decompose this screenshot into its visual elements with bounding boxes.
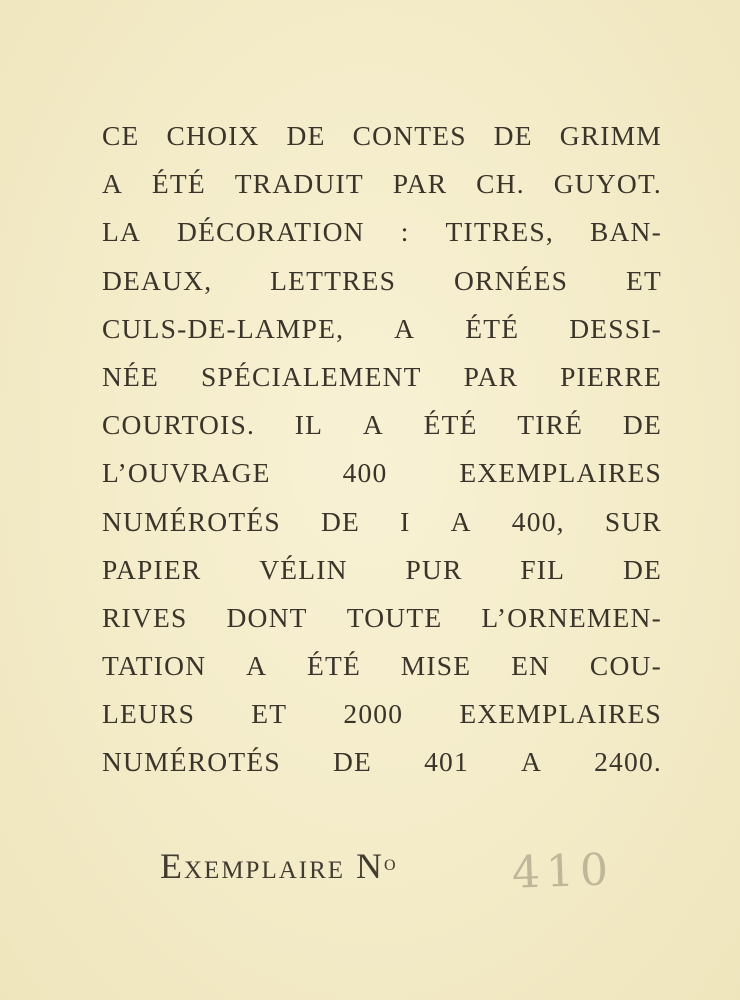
word: ÉTÉ	[465, 312, 520, 344]
word: 400,	[511, 505, 565, 537]
word: TIRÉ	[517, 409, 584, 441]
copy-number-label-text: Exemplaire N	[160, 846, 385, 886]
word: NUMÉROTÉS	[102, 746, 281, 778]
word: PUR	[405, 553, 463, 585]
colophon-line-8	[102, 449, 662, 497]
word: VÉLIN	[259, 553, 348, 585]
word: NÉE	[102, 360, 160, 392]
word: CONTES	[352, 120, 467, 151]
word: ÉTÉ	[306, 650, 361, 682]
word: SUR	[604, 505, 662, 537]
colophon-line-3	[102, 208, 662, 256]
word: RIVES	[102, 601, 188, 633]
word: DE	[622, 553, 662, 585]
word: MISE	[400, 650, 472, 682]
word: :	[400, 216, 410, 248]
colophon-line-9	[102, 498, 662, 546]
word: DE	[622, 409, 662, 441]
word: TATION	[102, 650, 207, 682]
colophon-line-2	[102, 160, 662, 208]
colophon-line-13	[102, 690, 662, 738]
word: NUMÉROTÉS	[102, 505, 281, 537]
word: EN	[511, 650, 551, 682]
word: A	[102, 168, 124, 200]
word: LETTRES	[270, 264, 397, 296]
colophon-text	[102, 112, 662, 787]
colophon-line-4	[102, 257, 662, 305]
handwritten-copy-number: 410	[511, 844, 615, 899]
word: COU-	[589, 650, 662, 682]
colophon-line-11	[102, 594, 662, 642]
word: ORNÉES	[454, 264, 569, 296]
word: 400	[342, 457, 388, 489]
word: SPÉCIALEMENT	[200, 360, 422, 392]
word: CHOIX	[166, 120, 260, 151]
word: DEAUX,	[102, 264, 213, 296]
word: A	[450, 505, 472, 537]
word: BAN-	[589, 216, 662, 248]
word: I	[400, 505, 411, 537]
colophon-line-1	[102, 112, 662, 160]
word: CH.	[476, 168, 525, 200]
copy-number-label	[160, 845, 396, 887]
colophon-line-10	[102, 546, 662, 594]
word: ÉTÉ	[151, 168, 206, 200]
word: A	[246, 650, 268, 682]
word: ET	[251, 698, 288, 730]
word: GRIMM	[559, 120, 662, 151]
word: L’OUVRAGE	[102, 457, 271, 489]
word: A	[520, 746, 543, 778]
word: DE	[286, 120, 326, 151]
word: PIERRE	[560, 360, 662, 392]
word: DONT	[226, 601, 308, 633]
word: 2000	[343, 698, 404, 730]
word: FIL	[520, 553, 566, 585]
word: 2400.	[594, 746, 662, 778]
word: TOUTE	[346, 601, 443, 633]
word: ÉTÉ	[423, 409, 478, 441]
colophon-line-14	[102, 738, 662, 786]
word: TITRES,	[445, 216, 554, 248]
word: GUYOT.	[553, 168, 662, 200]
colophon-line-12	[102, 642, 662, 690]
word: L’ORNEMEN-	[481, 601, 662, 633]
word: DESSI-	[569, 312, 662, 344]
word: A	[362, 409, 384, 441]
word: EXEMPLAIRES	[459, 698, 662, 730]
word: PAPIER	[102, 553, 202, 585]
word: 401	[424, 746, 469, 778]
copy-number-superscript: o	[384, 850, 396, 876]
word: DÉCORATION	[177, 216, 365, 248]
word: LEURS	[102, 698, 196, 730]
colophon-line-7	[102, 401, 662, 449]
word: DE	[332, 746, 372, 778]
word: CE	[102, 120, 140, 151]
word: TRADUIT	[234, 168, 364, 200]
word: DE	[493, 120, 533, 151]
colophon-line-5	[102, 305, 662, 353]
word: LA	[102, 216, 142, 248]
word: DE	[320, 505, 361, 537]
colophon-line-6	[102, 353, 662, 401]
word: A	[394, 312, 416, 344]
word: PAR	[463, 360, 519, 392]
word: EXEMPLAIRES	[459, 457, 662, 489]
word: PAR	[392, 168, 448, 200]
word: ET	[625, 264, 662, 296]
word: IL	[294, 409, 324, 441]
word: COURTOIS.	[102, 409, 256, 441]
word: CULS-DE-LAMPE,	[102, 312, 345, 344]
